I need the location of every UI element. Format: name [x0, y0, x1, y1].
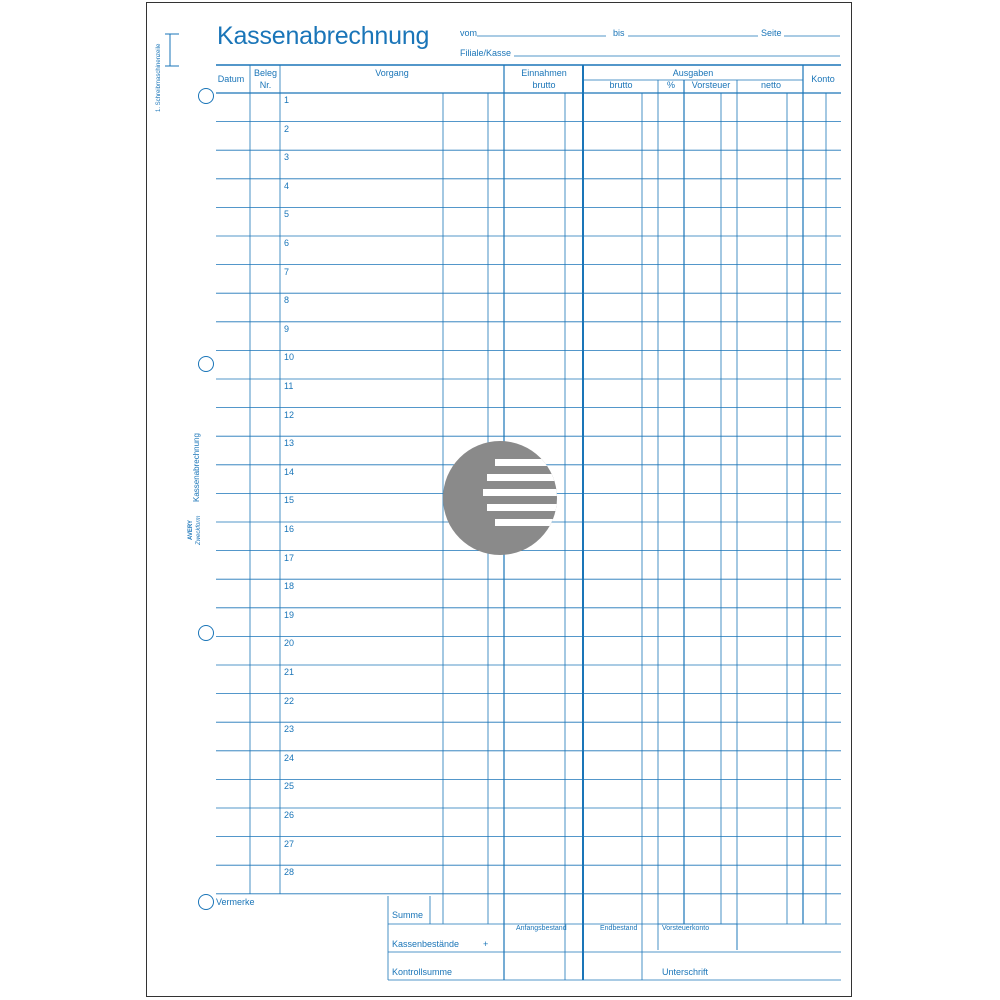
filiale-label: Filiale/Kasse	[460, 48, 512, 58]
bis-label: bis	[613, 28, 625, 38]
row-number: 3	[284, 152, 290, 163]
row-number: 10	[284, 352, 295, 363]
col-header-ausgaben: Ausgaben	[672, 68, 714, 78]
anfangsbestand-label: Anfangsbestand	[516, 925, 567, 932]
vermerke-label: Vermerke	[216, 897, 255, 907]
row-number: 25	[284, 781, 295, 792]
unterschrift-label: Unterschrift	[662, 967, 709, 977]
row-number: 21	[284, 667, 295, 677]
col-header-einnahmen: Einnahmen	[521, 68, 567, 78]
row-number: 27	[284, 838, 295, 849]
brand-logo-zweckform: Zweckform	[196, 515, 202, 545]
punch-hole	[198, 894, 214, 910]
row-number: 12	[284, 409, 295, 420]
punch-hole	[198, 356, 214, 372]
typewriter-marker-icon	[163, 30, 181, 70]
col-header-datum: Datum	[217, 74, 245, 84]
col-header-vorgang: Vorgang	[375, 68, 409, 78]
row-number: 2	[284, 123, 290, 134]
row-number: 13	[284, 438, 295, 449]
row-number: 18	[284, 581, 295, 592]
kontrollsumme-label: Kontrollsumme	[392, 967, 453, 977]
row-number: 5	[284, 209, 290, 220]
row-number: 20	[284, 638, 295, 649]
row-number: 8	[284, 295, 290, 306]
col-header-vorsteuer: Vorsteuer	[691, 80, 731, 90]
col-header-netto: netto	[760, 80, 782, 90]
col-header-percent: %	[666, 80, 675, 90]
summe-label: Summe	[392, 910, 424, 920]
endbestand-label: Endbestand	[600, 925, 638, 932]
brand-logo-avery: AVERY	[188, 519, 194, 540]
side-title: Kassenabrechnung	[192, 433, 201, 502]
row-number: 16	[284, 524, 295, 534]
row-number: 17	[284, 552, 295, 563]
row-number: 6	[284, 238, 290, 248]
row-number: 28	[284, 867, 295, 878]
vom-label: vom	[460, 28, 478, 38]
col-header-konto: Konto	[811, 74, 835, 84]
col-header-beleg-nr: Nr.	[259, 80, 272, 90]
row-number: 14	[284, 466, 295, 477]
typewriter-line-note: 1. Schreibmaschinenzeile	[156, 43, 162, 112]
col-header-ausgaben-brutto: brutto	[609, 80, 633, 90]
watermark-logo-icon	[443, 441, 557, 555]
punch-hole	[198, 88, 214, 104]
row-number: 4	[284, 180, 290, 191]
seite-label: Seite	[761, 28, 782, 38]
page-title: Kassenabrechnung	[217, 22, 430, 50]
plus-sign: +	[483, 939, 489, 949]
col-header-beleg: Beleg	[253, 68, 278, 78]
row-number: 26	[284, 810, 295, 820]
row-number: 15	[284, 495, 295, 506]
punch-hole	[198, 625, 214, 641]
col-header-einnahmen-brutto: brutto	[532, 80, 556, 90]
row-number: 22	[284, 695, 295, 706]
vorsteuerkonto-label: Vorsteuerkonto	[662, 925, 710, 932]
row-number: 11	[284, 381, 294, 391]
row-number: 9	[284, 323, 290, 334]
row-number: 7	[284, 266, 290, 277]
row-number: 24	[284, 752, 295, 763]
kassenbestaende-label: Kassenbestände	[392, 939, 460, 949]
row-number: 19	[284, 609, 295, 620]
row-number: 1	[284, 95, 290, 105]
row-number: 23	[284, 724, 295, 735]
